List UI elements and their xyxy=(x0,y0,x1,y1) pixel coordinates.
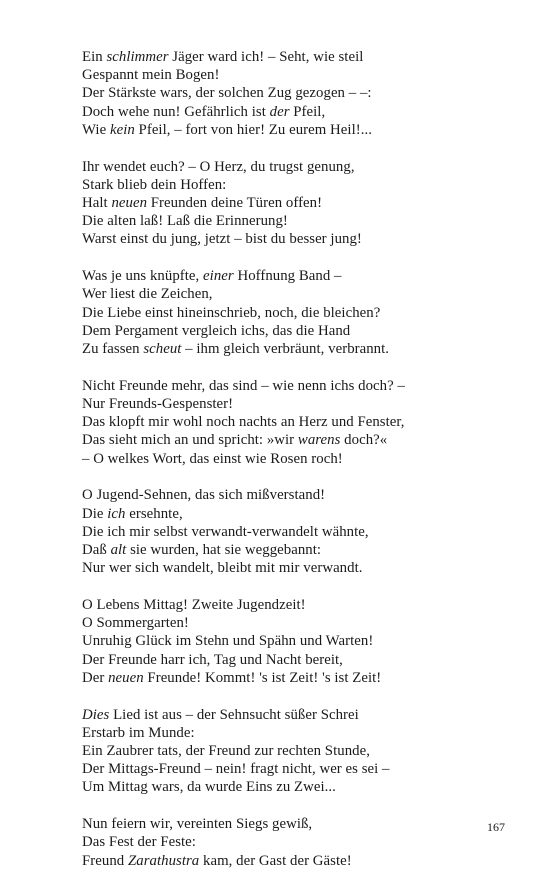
stanza xyxy=(82,706,522,797)
line-text: Um Mittag wars, da wurde Eins zu Zwei... xyxy=(82,779,336,796)
poem-line xyxy=(82,541,522,559)
line-text: Hoffnung Band – xyxy=(233,268,342,285)
poem-line xyxy=(82,450,522,468)
line-text: Die Liebe einst hineinschrieb, noch, die bleichen? xyxy=(82,304,381,321)
poem-line xyxy=(82,230,522,248)
poem-line xyxy=(82,304,522,322)
line-text: Pfeil, – fort von hier! Zu eurem Heil!... xyxy=(134,121,372,138)
stanza xyxy=(82,596,522,687)
line-text: Der Mittags-Freund – nein! fragt nicht, wer es sei – xyxy=(82,761,390,778)
emphasized-word: warens xyxy=(297,432,341,449)
poem-line xyxy=(82,395,522,413)
line-text: – ihm gleich verbräunt, verbrannt. xyxy=(181,341,390,358)
emphasized-word: kein xyxy=(109,121,135,138)
poem-line xyxy=(82,431,522,449)
stanza xyxy=(82,377,522,468)
line-text: O Lebens Mittag! Zweite Jugendzeit! xyxy=(82,597,306,614)
line-text: ersehnte, xyxy=(125,505,183,522)
emphasized-word: neuen xyxy=(111,195,148,212)
poem-text xyxy=(82,48,522,888)
line-text: Das klopft mir wohl noch nachts an Herz und Fenster, xyxy=(82,414,405,431)
poem-line xyxy=(82,833,522,851)
line-text: Daß xyxy=(82,542,111,559)
stanza xyxy=(82,158,522,249)
line-text: Ihr wendet euch? – O Herz, du trugst genung, xyxy=(82,158,355,175)
line-text: doch?« xyxy=(340,432,388,449)
emphasized-word: der xyxy=(269,103,290,120)
poem-line xyxy=(82,651,522,669)
line-text: Die xyxy=(82,505,108,522)
poem-line xyxy=(82,158,522,176)
poem-line xyxy=(82,322,522,340)
emphasized-word: ich xyxy=(107,505,126,522)
emphasized-word: alt xyxy=(110,542,127,559)
emphasized-word: scheut xyxy=(143,341,182,358)
line-text: Lied ist aus – der Sehnsucht süßer Schrei xyxy=(109,706,359,723)
line-text: Stark blieb dein Hoffen: xyxy=(82,176,227,193)
line-text: Freund xyxy=(82,852,128,869)
line-text: Zu fassen xyxy=(82,341,144,358)
poem-line xyxy=(82,340,522,358)
stanza xyxy=(82,267,522,358)
line-text: Ein Zaubrer tats, der Freund zur rechten Stunde, xyxy=(82,743,370,760)
poem-line xyxy=(82,121,522,139)
poem-line xyxy=(82,778,522,796)
poem-line xyxy=(82,724,522,742)
line-text: kam, der Gast der Gäste! xyxy=(199,852,352,869)
stanza xyxy=(82,815,522,870)
line-text: Nur Freunds-Gespenster! xyxy=(82,396,234,413)
poem-line xyxy=(82,760,522,778)
line-text: Dem Pergament vergleich ichs, das die Hand xyxy=(82,322,351,339)
line-text: Nur wer sich wandelt, bleibt mit mir verwandt. xyxy=(82,560,363,577)
line-text: Wie xyxy=(82,121,110,138)
line-text: Ein xyxy=(82,49,107,65)
line-text: O Sommergarten! xyxy=(82,615,189,632)
poem-line xyxy=(82,486,522,504)
poem-line xyxy=(82,176,522,194)
emphasized-word: einer xyxy=(203,268,234,285)
emphasized-word: Zarathustra xyxy=(127,852,200,869)
line-text: Gespannt mein Bogen! xyxy=(82,67,220,84)
stanza xyxy=(82,486,522,577)
poem-line xyxy=(82,815,522,833)
poem-line xyxy=(82,285,522,303)
line-text: Freunde! Kommt! 's ist Zeit! 's ist Zeit! xyxy=(143,669,382,686)
poem-line xyxy=(82,413,522,431)
poem-line xyxy=(82,212,522,230)
poem-line xyxy=(82,559,522,577)
poem-line xyxy=(82,742,522,760)
line-text: Halt xyxy=(82,195,112,212)
line-text: sie wurden, hat sie weggebannt: xyxy=(126,542,322,559)
poem-line xyxy=(82,194,522,212)
poem-line xyxy=(82,614,522,632)
line-text: Der xyxy=(82,669,109,686)
page-number: 167 xyxy=(487,820,505,834)
line-text: Was je uns knüpfte, xyxy=(82,268,204,285)
emphasized-word: Dies xyxy=(82,706,110,723)
line-text: Pfeil, xyxy=(289,103,326,120)
stanza xyxy=(82,48,522,139)
line-text: Der Freunde harr ich, Tag und Nacht bereit, xyxy=(82,651,343,668)
line-text: Unruhig Glück im Stehn und Spähn und Warten! xyxy=(82,633,374,650)
line-text: Die ich mir selbst verwandt-verwandelt wähnte, xyxy=(82,523,369,540)
poem-line xyxy=(82,852,522,870)
poem-line xyxy=(82,48,522,66)
line-text: Erstarb im Munde: xyxy=(82,724,195,741)
line-text: Warst einst du jung, jetzt – bist du besser jung! xyxy=(82,231,362,248)
poem-line xyxy=(82,523,522,541)
poem-line xyxy=(82,66,522,84)
line-text: Freunden deine Türen offen! xyxy=(147,195,323,212)
poem-line xyxy=(82,505,522,523)
line-text: Die alten laß! Laß die Erinnerung! xyxy=(82,213,288,230)
line-text: Nicht Freunde mehr, das sind – wie nenn ichs doch? – xyxy=(82,377,405,394)
poem-line xyxy=(82,267,522,285)
poem-line xyxy=(82,596,522,614)
line-text: Doch wehe nun! Gefährlich ist xyxy=(82,103,270,120)
line-text: – O welkes Wort, das einst wie Rosen roch! xyxy=(82,450,343,467)
emphasized-word: neuen xyxy=(108,669,144,686)
poem-line xyxy=(82,706,522,724)
line-text: Das sieht mich an und spricht: »wir xyxy=(82,432,298,449)
poem-line xyxy=(82,669,522,687)
line-text: Jäger ward ich! – Seht, wie steil xyxy=(168,49,364,65)
poem-line xyxy=(82,103,522,121)
line-text: O Jugend-Sehnen, das sich mißverstand! xyxy=(82,487,326,504)
poem-line xyxy=(82,84,522,102)
emphasized-word: schlimmer xyxy=(106,49,169,65)
line-text: Wer liest die Zeichen, xyxy=(82,286,213,303)
poem-line xyxy=(82,632,522,650)
line-text: Der Stärkste wars, der solchen Zug gezogen – –: xyxy=(82,85,372,102)
line-text: Nun feiern wir, vereinten Siegs gewiß, xyxy=(82,816,313,833)
poem-line xyxy=(82,377,522,395)
line-text: Das Fest der Feste: xyxy=(82,834,196,851)
